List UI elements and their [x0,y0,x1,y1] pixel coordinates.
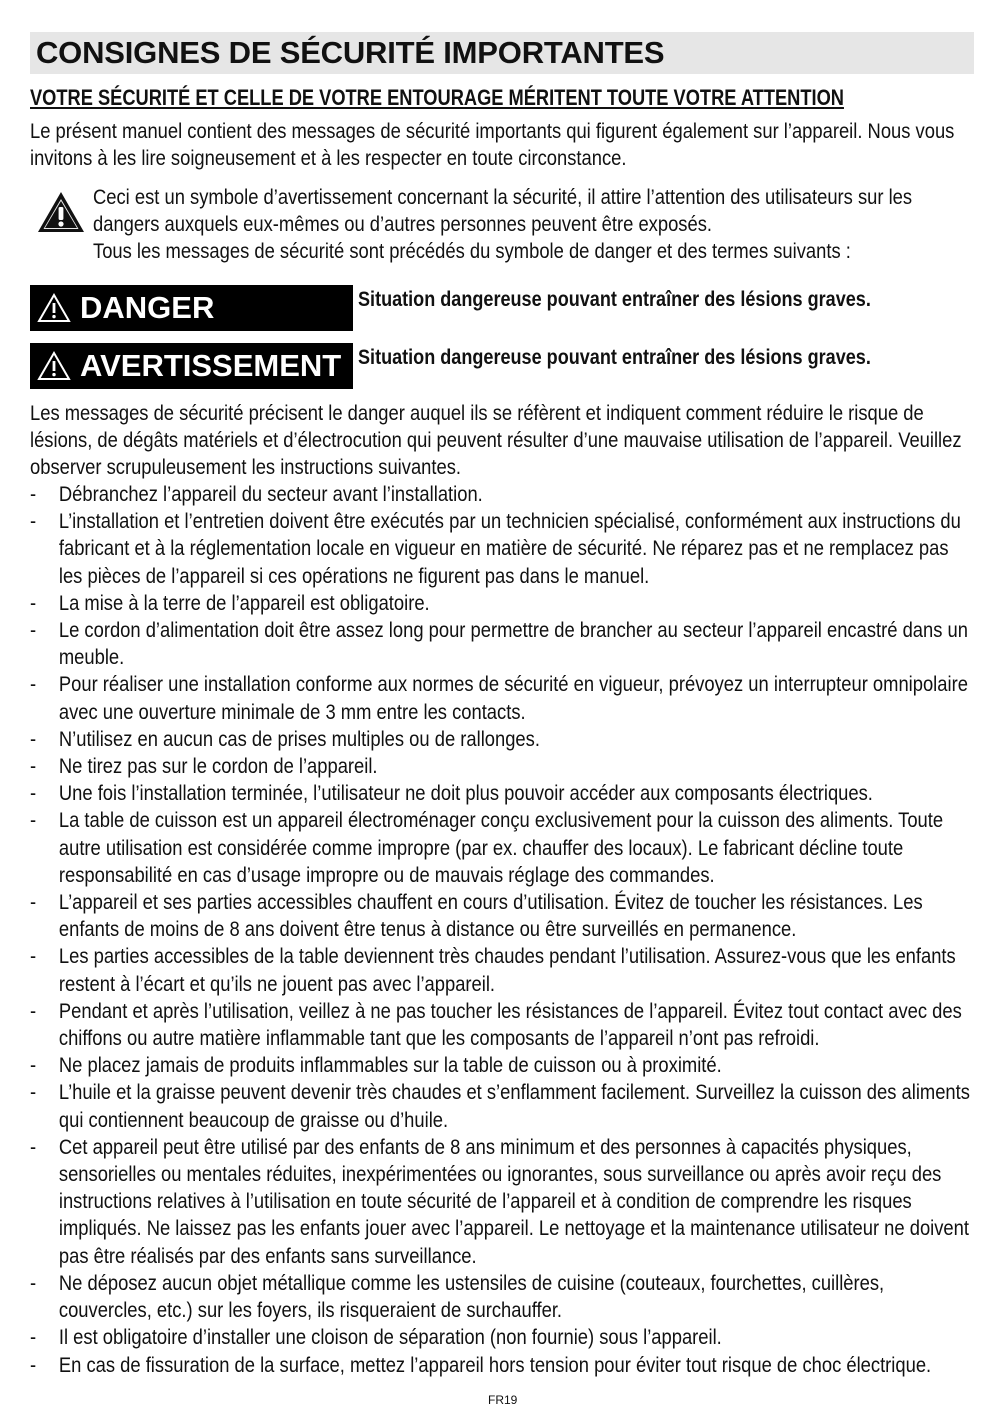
list-item: - Il est obligatoire d’installer une cloison de séparation (non fournie) sous l’appareil. [30,1326,722,1350]
symbol-terms-intro: Tous les messages de sécurité sont précédés du symbole de danger et des termes suivants : [93,240,851,263]
list-item: - Les parties accessibles de la table deviennent très chaudes pendant l’utilisation. Assurez-vous que les enfants restent à l’écart et qu’ils ne jouent pas avec l’appareil. [30,945,956,996]
danger-description: Situation dangereuse pouvant entraîner des lésions graves. [358,288,871,311]
list-item: - N’utilisez en aucun cas de prises multiples ou de rallonges. [30,727,540,751]
list-item: - Une fois l’installation terminée, l’utilisateur ne doit plus pouvoir accéder aux composants électriques. [30,782,873,806]
instructions-list [30,481,975,1379]
danger-label [30,285,353,331]
danger-warning-icon [37,293,71,323]
list-item: - Débranchez l’appareil du secteur avant l’installation. [30,483,483,506]
avertissement-term: AVERTISSEMENT [80,348,342,383]
warning-triangle-icon [36,190,86,234]
list-item: - Pour réaliser une installation conforme aux normes de sécurité en vigueur, prévoyez un interrupteur omnipolaire avec une ouverture minimale de 3 mm entre les contacts. [30,673,968,724]
list-item: - En cas de fissuration de la surface, mettez l’appareil hors tension pour éviter tout risque de choc électrique. [30,1353,932,1377]
list-item: - Pendant et après l’utilisation, veillez à ne pas toucher les résistances de l’appareil. Évitez tout contact avec des chiffons ou autre matière inflammable tant que les composants de l’appareil n’ont pas refroidi. [30,999,962,1051]
list-item: - Le cordon d’alimentation doit être assez long pour permettre de brancher au secteur l’appareil encastré dans un meuble. [30,619,968,670]
list-item: - L’huile et la graisse peuvent devenir très chaudes et s’enflamment facilement. Surveillez la cuisson des aliments qui contiennent beaucoup de graisse ou d’huile. [30,1081,970,1132]
avertissement-label [30,343,353,389]
list-item: - L’appareil et ses parties accessibles chauffent en cours d’utilisation. Évitez de toucher les résistances. Les enfants de moins de 8 ans doivent être tenus à distance ou être surveillés en permanence. [30,891,923,942]
list-item: - Ne déposez aucun objet métallique comme les ustensiles de cuisine (couteaux, fourchettes, cuillères, couvercles, etc.) sur les foyers, ils risqueraient de surchauffer. [30,1271,885,1323]
page-number: FR19 [488,1393,518,1407]
list-item: - L’installation et l’entretien doivent être exécutés par un technicien spécialisé, conformément aux instructions du fabricant et à la réglementation locale en vigueur en matière de sécurité. Ne réparez pas et ne remplacez pas les pièces de l’appareil si ces opérations ne figurent pas dans le manuel. [30,510,961,588]
avertissement-description: Situation dangereuse pouvant entraîner des lésions graves. [358,346,871,369]
list-item: - Cet appareil peut être utilisé par des enfants de 8 ans minimum et des personnes à capacités physiques, sensorielles ou mentales réduites, inexpérimentées ou ignorantes, sous surveillance ou après avoir reçu des instructions relatives à l’utilisation en toute sécurité de l’appareil et à condition de comprendre les risques impliqués. Ne laissez pas les enfants jouer avec l’appareil. Le nettoyage et la maintenance utilisateur ne doivent pas être réalisés par des enfants sans surveillance. [30,1135,969,1268]
page-title: CONSIGNES DE SÉCURITÉ IMPORTANTES [30,32,974,74]
symbol-explanation: Ceci est un symbole d’avertissement concernant la sécurité, il attire l’attention des utilisateurs sur les dangers auxquels eux-mêmes ou d’autres personnes peuvent être exposés. [93,186,913,237]
intro-paragraph: Le présent manuel contient des messages de sécurité importants qui figurent également sur l’appareil. Nous vous invitons à les lire soigneusement et à les respecter en toute circonstance. [30,120,955,171]
explanation-paragraph: Les messages de sécurité précisent le danger auquel ils se réfèrent et indiquent comment réduire le risque de lésions, de dégâts matériels et d’électrocution qui peuvent résulter d’une mauvaise utilisation de l’appareil. Veuillez observer scrupuleusement les instructions suivantes. [30,402,962,480]
list-item: - Ne placez jamais de produits inflammables sur la table de cuisson ou à proximité. [30,1054,722,1078]
avertissement-warning-icon [37,351,71,381]
list-item: - La table de cuisson est un appareil électroménager conçu exclusivement pour la cuisson des aliments. Toute autre utilisation est considérée comme impropre (par ex. chauffer des locaux). Le fabricant décline toute responsabilité en cas d’usage impropre ou de mauvais réglage des commandes. [30,809,944,887]
list-item: - La mise à la terre de l’appareil est obligatoire. [30,591,430,615]
list-item: - Ne tirez pas sur le cordon de l’appareil. [30,755,378,779]
section-subtitle: VOTRE SÉCURITÉ ET CELLE DE VOTRE ENTOURAGE MÉRITENT TOUTE VOTRE ATTENTION [30,85,844,110]
danger-term: DANGER [80,290,215,325]
